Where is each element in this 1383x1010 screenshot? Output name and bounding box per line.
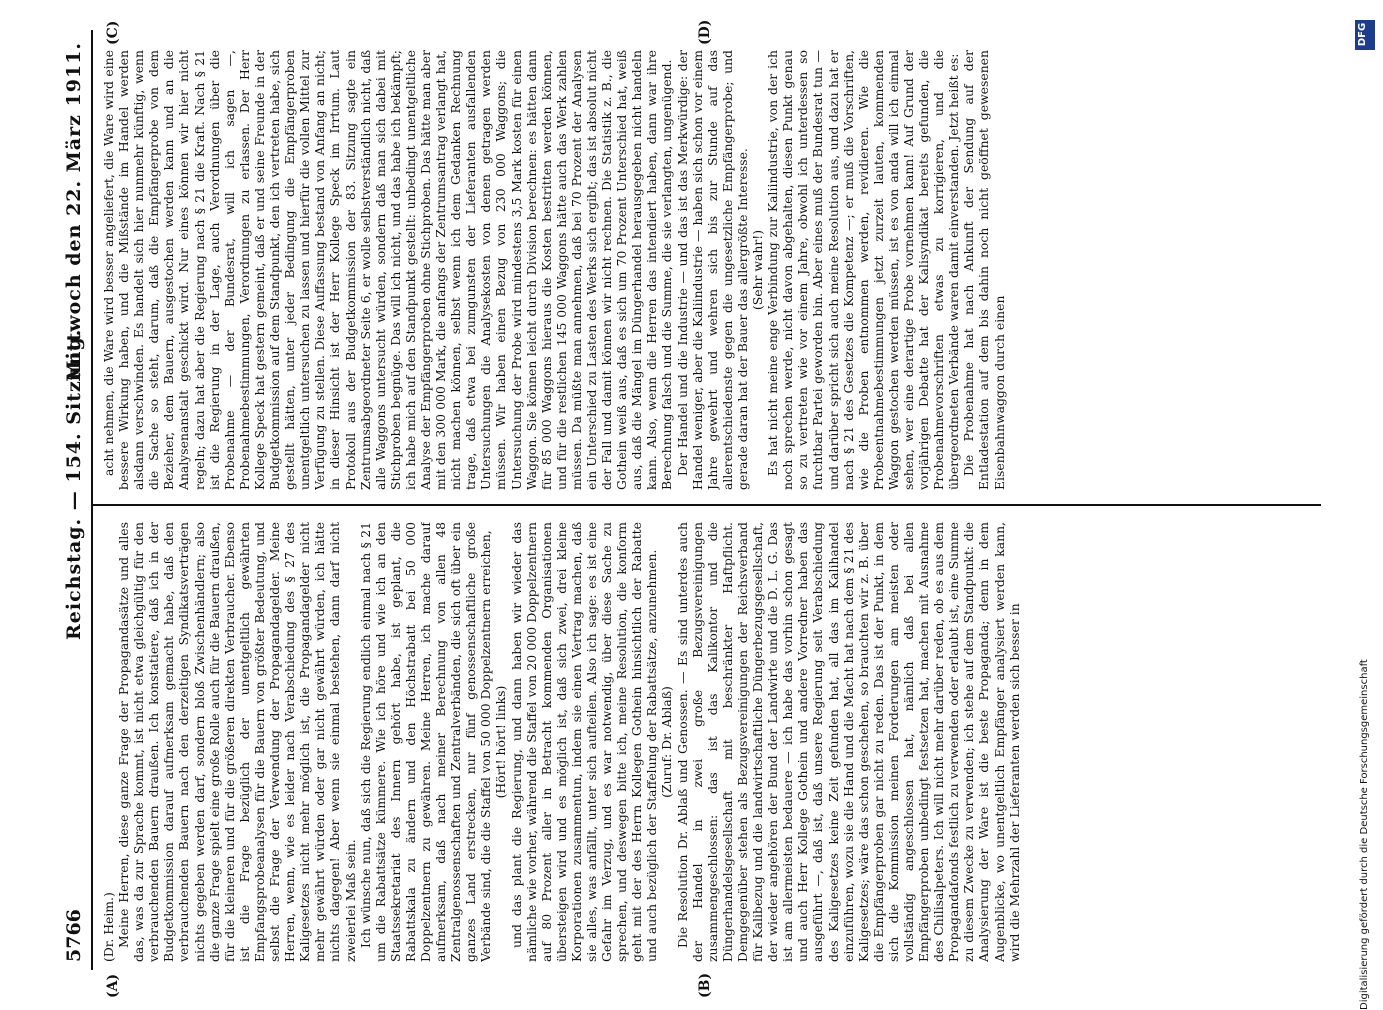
- interjection: (Zuruf: Dr. Ablaß): [659, 686, 675, 798]
- paragraph: Der Handel und die Industrie — und das ist das Merkwürdige: der Handel weniger, aber die Kaliindustrie — haben sich schon vor einem Jahre gewehrt und wehren sich bis zur Stunde auf das allerentschiedenste gegen die ungesetzliche Empfängerprobe; und gerade daran hat der Bauer das allergrößte Interesse.: [674, 50, 750, 490]
- column-divider: [91, 504, 1321, 506]
- document-page: [57, 19, 1327, 998]
- margin-marker-a: (A): [105, 973, 121, 998]
- page-date: Mittwoch den 22. März 1911.: [63, 42, 85, 382]
- interjection: (Sehr wahr!): [750, 229, 766, 311]
- digitization-note: [1355, 20, 1375, 1010]
- paragraph: Es hat nicht meine enge Verbindung zur Kaliindustrie, von der ich noch sprechen werde, nicht davon abgehalten, diesen Punkt genau so zu vertreten wie vor einem Jahre, obwohl ich unterdessen so furchtbar Partei geworden bin. Aber eines muß der Bundesrat tun — und darüber spricht sich auch meine Resolution aus, und dazu hat er nach § 21 des Gesetzes die Kompetenz —; er muß die Vorschriften, wie die Proben entnommen werden, revidieren. Wie die Probeentnahmebestimmungen jetzt zurzeit lauten, kommenden Waggon gestochen werden müssen, ist es von anda will ich einmal sehen, wer eine derartige Probe vornehmen kann! Auf Grund der vorjährigen Debatte hat der Kalisyndikat bereits gefunden, die Probenahmevorschriften etwas zu korrigieren, und die übergeordneten Verbände waren damit einverstanden. Jetzt heißt es:: [765, 50, 962, 490]
- right-column: [101, 50, 1301, 490]
- dfg-logo: DFG: [1355, 20, 1375, 50]
- paragraph: acht nehmen, die Ware wird besser angeliefert, die Ware wird eine bessere Wirkung haben, und die Mißstände im Handel werden alsdann verschwinden. Es handelt sich hier nunmehr künftig, wenn die Sache so steht, darum, daß die Empfängerprobe von dem Bezieher, dem Bauern, ausgestochen werden kann und an die Analysenanstalt geschickt wird. Nur eines können wir hier nicht regeln; dazu hat aber die Regierung nach § 21 die Kraft. Nach § 21 ist die Regierung in der Lage, auch Verordnungen über die Probenahme — der Bundesrat, will ich sagen —, Probenahmebestimmungen, Verordnungen zu erlassen. Der Herr Kollege Speck hat gestern gemeint, daß er und seine Freunde in der Budgetkommission auf dem Standpunkt, den ich vertreten habe, sich gestellt hätten, unter jeder Bedingung die Empfängerproben unentgeltlich untersuchen zu lassen und hierfür die vollen Mittel zur Verfügung zu stellen. Diese Auffassung bestand von Anfang an nicht; in dieser Hinsicht ist der Herr Kollege Speck im Irrtum. Laut Protokoll aus der Budgetkommission der 83. Sitzung sagte ein Zentrumsabgeordneter Seite 6, er wolle selbstverständlich nicht, daß alle Waggons untersucht würden, sondern daß man sich dabei mit Stichproben begnüge. Das will ich nicht, und das habe ich bekämpft; ich habe mich auf den Standpunkt gestellt: unbedingt unentgeltliche Analyse der Empfängerproben ohne Stichproben. Das hätte man aber mit den 300 000 Mark, die anfangs der Zentrumsantrag verlangt hat, nicht machen können, selbst wenn ich dem Gedanken Rechnung trage, daß etwa bei zumgunsten der Lieferanten ausfallenden Untersuchungen die Analysekosten von denen getragen werden müssen. Wir haben einen Bezug von 230 000 Waggons; die Untersuchung der Probe wird mindestens 3,5 Mark kosten für einen Waggon. Sie können leicht durch Division berechnen: es hätten dann für 85 000 Waggons hieraus die Kosten bestritten werden können, und für die restlichen 145 000 Waggons hätte auch das Werk zahlen müssen. Da müßte man annehmen, daß bei 70 Prozent der Analysen ein Unterschied zu Lasten des Werks sich ergibt; das ist absolut nicht der Fall und damit können wir nicht rechnen. Die Statistik z. B., die Gothein weiß aus, daß es sich um 70 Prozent Unterschied hat, weiß aus, daß die Mängel im Düngerhandel herausgegeben nicht handeln kann. Also, wenn die Herren das intendiert haben, dann war ihre Berechnung falsch und die Summe, die sie verlangten, ungenügend.: [101, 50, 675, 490]
- margin-marker-b: (B): [697, 972, 713, 998]
- left-column: [101, 522, 1301, 962]
- interjection: (Hört! hört! links): [493, 685, 509, 799]
- digitization-credit: Digitalisierung gefördert durch die Deutsche Forschungsgemeinschaft: [1359, 659, 1370, 1010]
- paragraph: Die Resolution Dr. Ablaß und Genossen. — Es sind unterdes auch der Handel in zwei große Bezugsvereinigungen zusammengeschlossen: das ist das Kalikontor und die Düngerhandelsgesellschaft mit beschränkter Haftpflicht. Demgegenüber stehen als Bezugsvereinigungen der Reichsverband für Kalibezug und die landwirtschaftliche Düngerbezugsgesellschaft, der wieder angehören der Bund der Landwirte und die D. L. G. Das ist am allermeisten bedauere — ich habe das vorhin schon gesagt und auch Herr Kollege Gothein und andere Vorredner haben das ausgeführt —, daß ist, daß unsere Regierung seit Verabschiedung des Kaligesetzes keine Zeit gefunden hat, all das im Kalihandel einzuführen, wozu sie die Hand und die Macht hat nach dem § 21 des Kaligesetzes; wäre das schon geschehen, so brauchten wir z. B. über die Empfängerproben gar nicht zu reden. Das ist der Punkt, in dem sich die Kommission meinen Forderungen am meisten oder vollständig angeschlossen hat, nämlich daß bei allen Empfängerproben unbedingt festsetzen hat, machen mit Ausnahme des Chilisalpeters. Ich will nicht mehr darüber reden, ob es aus dem Propagandafonds festlich zu verwenden oder erlaubt ist, eine Summe zu diesem Zwecke zu verwenden; ich stehe auf dem Standpunkt: die Analysierung der Ware ist die beste Propaganda; denn in dem Augenblicke, wo unentgeltlich Empfänger analysiert werden kann, wird die Mehrzahl der Lieferanten werden sich besser in: [674, 522, 1022, 962]
- quoted-paragraph: Die Probenahme hat nach Ankunft der Sendung auf der Entladestation auf dem bis dahin noch nicht geöffnet gewesenen Eisenbahnwaggon durch einen: [961, 50, 1007, 490]
- paragraph: und das plant die Regierung, und dann haben wir wieder das nämliche wie vorher, während die Staffel von 20 000 Doppelzentnern auf 80 Prozent aller in Betracht kommenden Organisationen übersteigen wird und es möglich ist, daß sich zwei, drei kleine Korporationen zusammentun, indem sie einen Vertrag machen, daß sie alles, was anfällt, unter sich aufteilen. Also ich sage: es ist eine Gefahr im Verzug, und es war notwendig, über diese Sache zu sprechen, und deswegen bitte ich, meine Resolution, die konform geht mit der des Herrn Kollegen Gothein hinsichtlich der Rabatte und auch bezüglich der Staffelung der Rabattsätze, anzunehmen.: [508, 522, 660, 962]
- paragraph: Ich wünsche nun, daß sich die Regierung endlich einmal nach § 21 um die Rabattsätze kümmere. Wie ich höre und wie ich an den Staatssekretariat des Innern gehört habe, ist geplant, die Rabattskala zu ändern und den Höchstrabatt bei 50 000 Doppelzentnern zu gewähren. Meine Herren, ich mache darauf aufmerksam, daß nach meiner Berechnung von allen 48 Zentralgenossenschaften und Zentralverbänden, die sich oft über ein ganzes Land erstrecken, nur fünf genossenschaftliche große Verbände sind, die die Staffel von 50 000 Doppelzentnern erreichen,: [357, 522, 494, 962]
- speaker-label: (Dr. Heim.): [101, 892, 116, 962]
- page-title: Reichstag. — 154. Sitzung.: [63, 328, 85, 640]
- margin-marker-d: (D): [697, 19, 713, 45]
- margin-marker-c: (C): [105, 20, 121, 45]
- paragraph: Meine Herren, diese ganze Frage der Propagandasätze und alles das, was da zur Sprache kommt, ist nicht etwa gleichgültig für den verbrauchenden Bauern draußen. Ich konstatiere, daß ich in der Budgetkommission darauf aufmerksam gemacht habe, daß den verbrauchenden Bauern nach den derzeitigen Syndikatsverträgen nichts gegeben werden darf, sondern bloß Zwischenhändlern; also die ganze Frage spielt eine große Rolle auch für die Bauern draußen, für die kleineren und für die größeren direkten Verbraucher. Ebenso ist die Frage bezüglich der unentgeltlich gewährten Empfangsprobeanalysen für die Bauern von größter Bedeutung, und selbst die Frage der Verwendung der Propagandagelder. Meine Herren, wenn, wie es leider nach Verabschiedung des § 27 des Kaligesetzes nicht mehr möglich ist, die Propagandagelder nicht mehr gewährt würden oder gar nicht gewährt würden, ich hätte nichts dagegen! Aber wenn sie einmal bestehen, dann darf nicht zweierlei Maß sein.: [116, 522, 358, 962]
- page-header: [57, 30, 93, 970]
- page-number: 5766: [63, 909, 85, 962]
